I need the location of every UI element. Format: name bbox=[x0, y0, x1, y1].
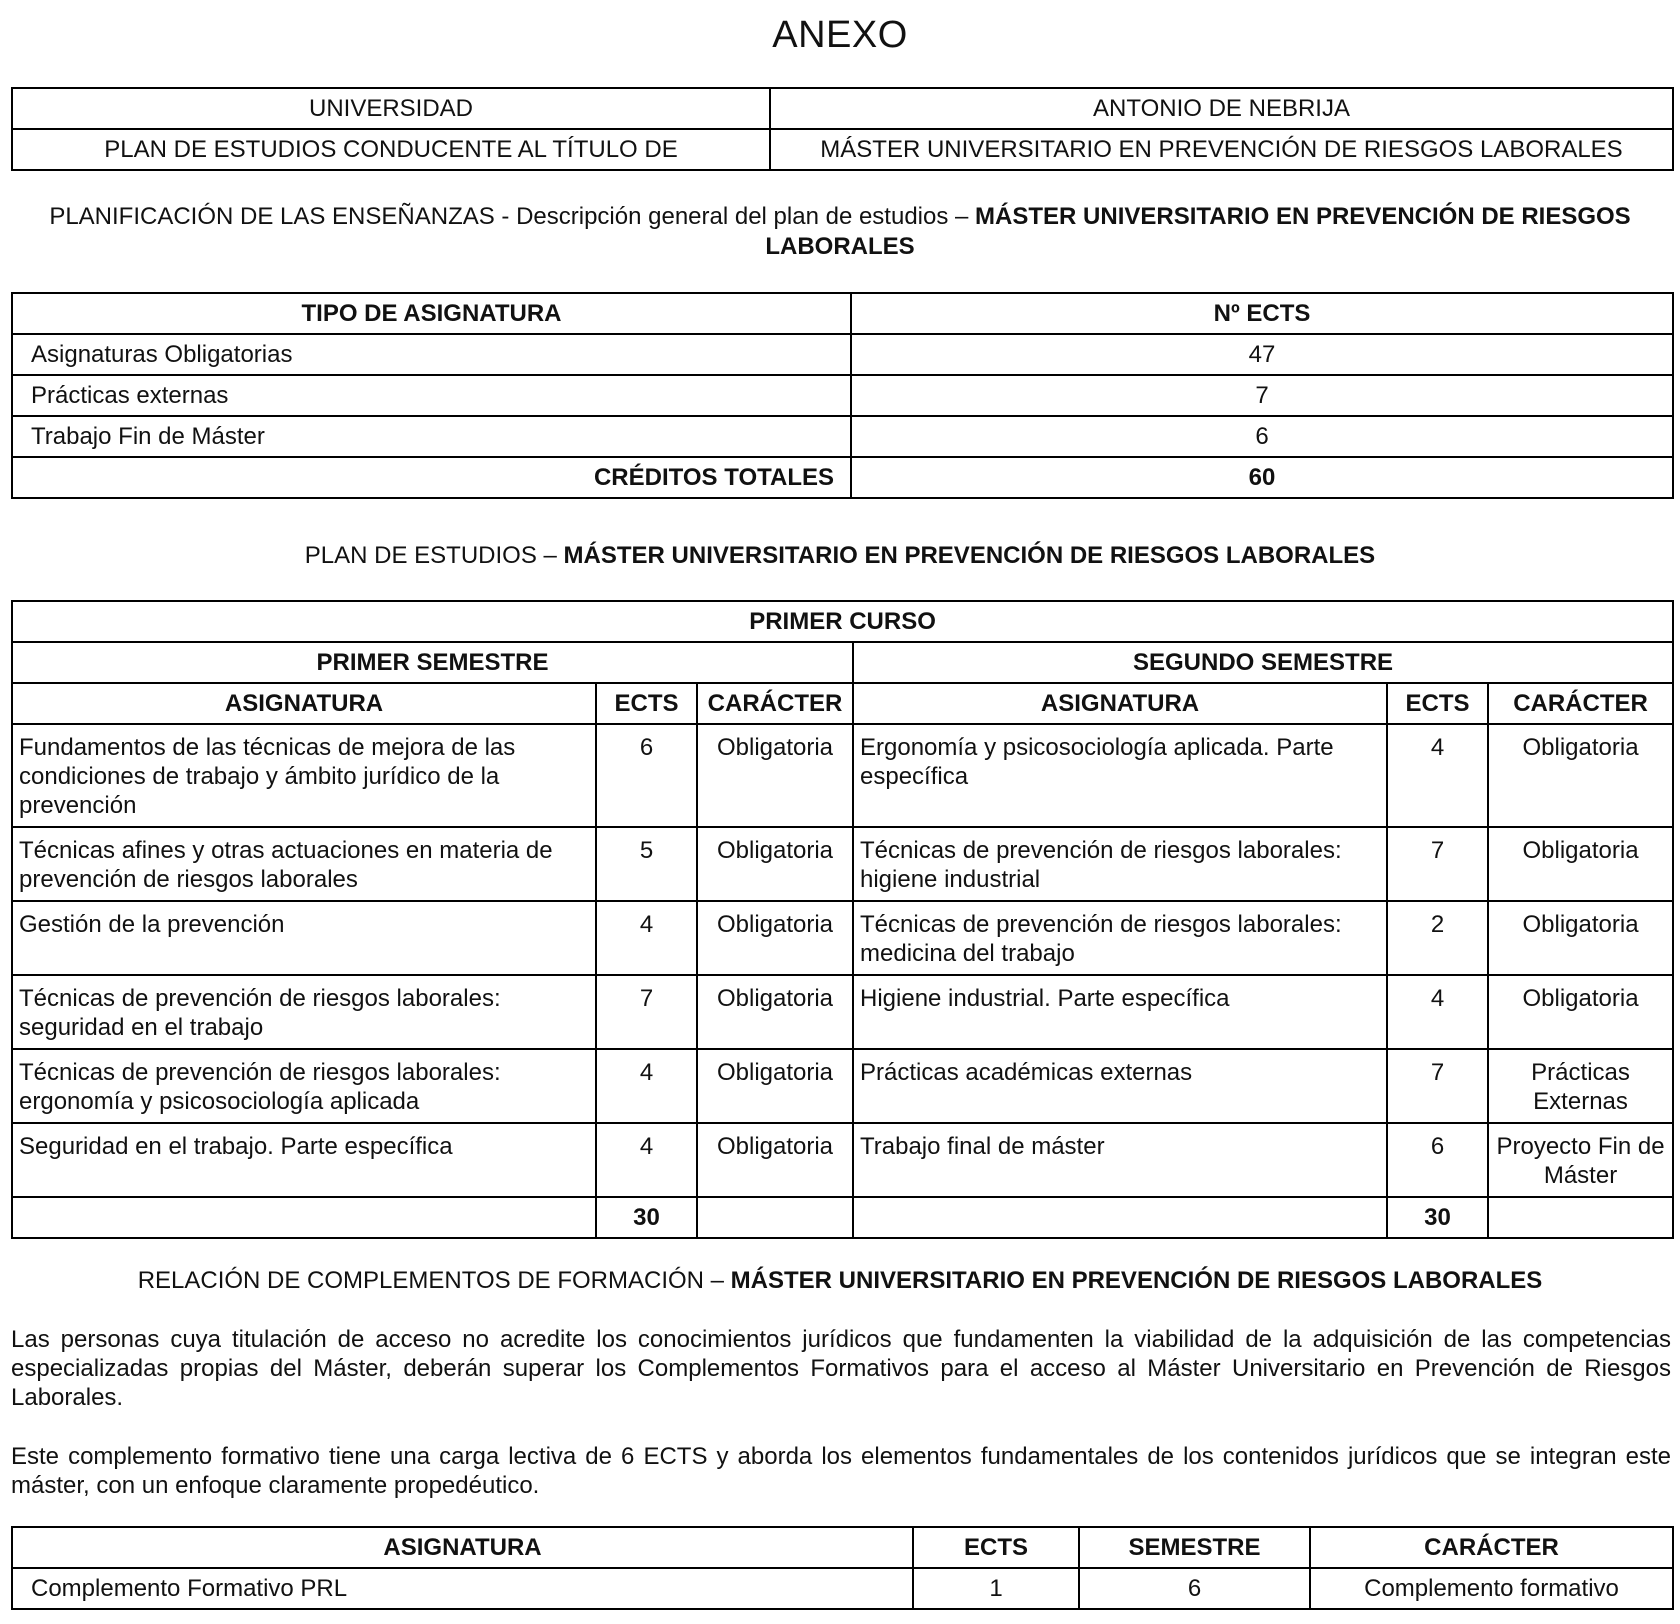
table-row bbox=[12, 975, 1673, 1049]
ects-cell: 4 bbox=[596, 1123, 697, 1197]
subject-cell: Prácticas académicas externas bbox=[853, 1049, 1387, 1123]
empty-cell bbox=[853, 1197, 1387, 1238]
caracter-cell: Obligatoria bbox=[697, 1123, 853, 1197]
plan-heading-bold: MÁSTER UNIVERSITARIO EN PREVENCIÓN DE RIESGOS LABORALES bbox=[563, 542, 1376, 569]
ects-cell: 47 bbox=[851, 334, 1673, 375]
paragraph-2: Este complemento formativo tiene una carga lectiva de 6 ECTS y aborda los elementos fundamentales de los contenidos jurídicos que se integran este máster, con un enfoque claramente propedéutico. bbox=[11, 1443, 1671, 1499]
empty-cell bbox=[1488, 1197, 1673, 1238]
subject-cell: Técnicas de prevención de riesgos laborales: higiene industrial bbox=[853, 827, 1387, 901]
university-value: ANTONIO DE NEBRIJA bbox=[770, 88, 1673, 129]
header-caracter: CARÁCTER bbox=[1310, 1527, 1673, 1568]
total-label: CRÉDITOS TOTALES bbox=[12, 457, 851, 498]
header-ects: Nº ECTS bbox=[851, 293, 1673, 334]
planning-heading-bold: MÁSTER UNIVERSITARIO EN PREVENCIÓN DE RIESGOS LABORALES bbox=[765, 203, 1631, 260]
empty-cell bbox=[12, 1197, 596, 1238]
study-plan-table bbox=[11, 600, 1674, 1239]
column-header-row bbox=[12, 683, 1673, 724]
ects-cell: 7 bbox=[1387, 1049, 1488, 1123]
subject-cell: Ergonomía y psicosociología aplicada. Parte específica bbox=[853, 724, 1387, 827]
complementos-heading-bold: MÁSTER UNIVERSITARIO EN PREVENCIÓN DE RIESGOS LABORALES bbox=[730, 1267, 1543, 1294]
subject-cell: Técnicas de prevención de riesgos laborales: seguridad en el trabajo bbox=[12, 975, 596, 1049]
total-value: 60 bbox=[851, 457, 1673, 498]
ects-cell: 4 bbox=[1387, 975, 1488, 1049]
header-tipo: TIPO DE ASIGNATURA bbox=[12, 293, 851, 334]
planning-heading bbox=[0, 202, 1680, 262]
subject-cell: Técnicas afines y otras actuaciones en materia de prevención de riesgos laborales bbox=[12, 827, 596, 901]
semester-1-title: PRIMER SEMESTRE bbox=[12, 642, 853, 683]
ects-cell: 7 bbox=[851, 375, 1673, 416]
col-ects: ECTS bbox=[596, 683, 697, 724]
header-semestre: SEMESTRE bbox=[1079, 1527, 1310, 1568]
col-caracter: CARÁCTER bbox=[1488, 683, 1673, 724]
ects-cell: 7 bbox=[596, 975, 697, 1049]
tipo-cell: Asignaturas Obligatorias bbox=[12, 334, 851, 375]
caracter-cell: Obligatoria bbox=[1488, 901, 1673, 975]
col-caracter: CARÁCTER bbox=[697, 683, 853, 724]
complement-table bbox=[11, 1526, 1674, 1610]
table-row bbox=[12, 375, 1673, 416]
subject-cell: Higiene industrial. Parte específica bbox=[853, 975, 1387, 1049]
table-row bbox=[12, 901, 1673, 975]
table-row bbox=[12, 1123, 1673, 1197]
table-row bbox=[12, 827, 1673, 901]
caracter-cell: Proyecto Fin de Máster bbox=[1488, 1123, 1673, 1197]
semestre-cell: 6 bbox=[1079, 1568, 1310, 1609]
header-ects: ECTS bbox=[913, 1527, 1079, 1568]
total-row bbox=[12, 457, 1673, 498]
complementos-heading-normal: RELACIÓN DE COMPLEMENTOS DE FORMACIÓN – bbox=[137, 1267, 731, 1294]
table-header-row bbox=[12, 293, 1673, 334]
tipo-cell: Trabajo Fin de Máster bbox=[12, 416, 851, 457]
subject-cell: Seguridad en el trabajo. Parte específica bbox=[12, 1123, 596, 1197]
course-row bbox=[12, 601, 1673, 642]
col-ects: ECTS bbox=[1387, 683, 1488, 724]
paragraph-1: Las personas cuya titulación de acceso no acredite los conocimientos jurídicos que fundamenten la viabilidad de la adquisición de las competencias especializadas propias del Máster, deberán superar los Complementos Formativos para el acceso al Máster Universitario en Prevención de Riesgos Laborales. bbox=[11, 1326, 1671, 1411]
col-asignatura: ASIGNATURA bbox=[12, 683, 596, 724]
caracter-cell: Obligatoria bbox=[1488, 724, 1673, 827]
header-asignatura: ASIGNATURA bbox=[12, 1527, 913, 1568]
table-row bbox=[12, 129, 1673, 170]
subject-type-table bbox=[11, 292, 1674, 499]
ects-cell: 7 bbox=[1387, 827, 1488, 901]
degree-label: PLAN DE ESTUDIOS CONDUCENTE AL TÍTULO DE bbox=[12, 129, 770, 170]
caracter-cell: Prácticas Externas bbox=[1488, 1049, 1673, 1123]
ects-cell: 5 bbox=[596, 827, 697, 901]
subject-cell: Fundamentos de las técnicas de mejora de las condiciones de trabajo y ámbito jurídico de la prevención bbox=[12, 724, 596, 827]
subject-cell: Gestión de la prevención bbox=[12, 901, 596, 975]
total-row bbox=[12, 1197, 1673, 1238]
ects-cell: 4 bbox=[1387, 724, 1488, 827]
table-row bbox=[12, 416, 1673, 457]
empty-cell bbox=[697, 1197, 853, 1238]
semester-2-title: SEGUNDO SEMESTRE bbox=[853, 642, 1673, 683]
ects-cell: 2 bbox=[1387, 901, 1488, 975]
university-table bbox=[11, 87, 1674, 171]
plan-heading bbox=[0, 541, 1680, 571]
course-title: PRIMER CURSO bbox=[12, 601, 1673, 642]
ects-cell: 1 bbox=[913, 1568, 1079, 1609]
semester-1-total: 30 bbox=[596, 1197, 697, 1238]
subject-cell: Técnicas de prevención de riesgos laborales: ergonomía y psicosociología aplicada bbox=[12, 1049, 596, 1123]
page-title: ANEXO bbox=[772, 14, 908, 56]
caracter-cell: Complemento formativo bbox=[1310, 1568, 1673, 1609]
caracter-cell: Obligatoria bbox=[697, 901, 853, 975]
degree-value: MÁSTER UNIVERSITARIO EN PREVENCIÓN DE RIESGOS LABORALES bbox=[770, 129, 1673, 170]
tipo-cell: Prácticas externas bbox=[12, 375, 851, 416]
semester-2-total: 30 bbox=[1387, 1197, 1488, 1238]
table-row bbox=[12, 1568, 1673, 1609]
caracter-cell: Obligatoria bbox=[697, 724, 853, 827]
caracter-cell: Obligatoria bbox=[697, 975, 853, 1049]
caracter-cell: Obligatoria bbox=[1488, 975, 1673, 1049]
caracter-cell: Obligatoria bbox=[1488, 827, 1673, 901]
table-header-row bbox=[12, 1527, 1673, 1568]
col-asignatura: ASIGNATURA bbox=[853, 683, 1387, 724]
caracter-cell: Obligatoria bbox=[697, 827, 853, 901]
table-row bbox=[12, 1049, 1673, 1123]
table-row bbox=[12, 334, 1673, 375]
ects-cell: 4 bbox=[596, 901, 697, 975]
ects-cell: 4 bbox=[596, 1049, 697, 1123]
ects-cell: 6 bbox=[596, 724, 697, 827]
ects-cell: 6 bbox=[851, 416, 1673, 457]
asignatura-cell: Complemento Formativo PRL bbox=[12, 1568, 913, 1609]
caracter-cell: Obligatoria bbox=[697, 1049, 853, 1123]
planning-heading-normal: PLANIFICACIÓN DE LAS ENSEÑANZAS - Descripción general del plan de estudios – bbox=[49, 203, 976, 230]
semester-row bbox=[12, 642, 1673, 683]
complementos-heading bbox=[0, 1266, 1680, 1296]
subject-cell: Trabajo final de máster bbox=[853, 1123, 1387, 1197]
table-row bbox=[12, 724, 1673, 827]
plan-heading-normal: PLAN DE ESTUDIOS – bbox=[304, 542, 564, 569]
ects-cell: 6 bbox=[1387, 1123, 1488, 1197]
table-row bbox=[12, 88, 1673, 129]
subject-cell: Técnicas de prevención de riesgos laborales: medicina del trabajo bbox=[853, 901, 1387, 975]
university-label: UNIVERSIDAD bbox=[12, 88, 770, 129]
